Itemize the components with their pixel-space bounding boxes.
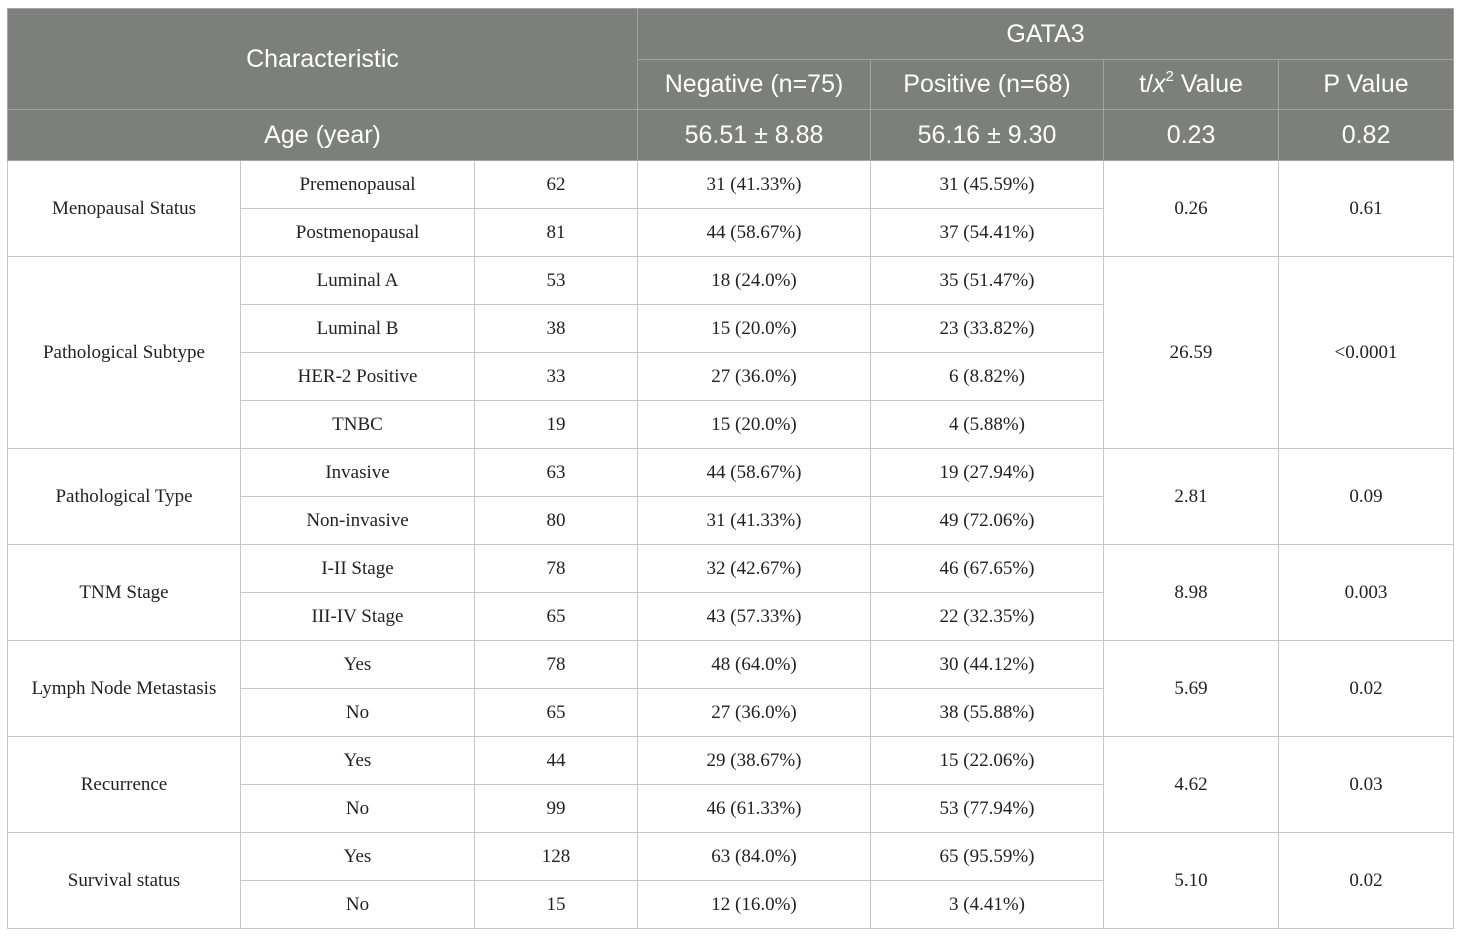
table-wrapper: [7, 8, 1454, 929]
age-p-value: 0.82: [1279, 110, 1454, 161]
row-label: Luminal A: [241, 257, 475, 305]
row-count: 53: [475, 257, 638, 305]
row-count: 78: [475, 641, 638, 689]
row-positive: 49 (72.06%): [871, 497, 1104, 545]
row-negative: 27 (36.0%): [638, 689, 871, 737]
row-negative: 46 (61.33%): [638, 785, 871, 833]
group-p-value: 0.003: [1279, 545, 1454, 641]
row-positive: 53 (77.94%): [871, 785, 1104, 833]
row-negative: 15 (20.0%): [638, 305, 871, 353]
age-negative: 56.51 ± 8.88: [638, 110, 871, 161]
group-t-value: 2.81: [1104, 449, 1279, 545]
row-positive: 46 (67.65%): [871, 545, 1104, 593]
row-negative: 48 (64.0%): [638, 641, 871, 689]
group-t-value: 4.62: [1104, 737, 1279, 833]
t-value-header: [1104, 60, 1279, 110]
row-label: No: [241, 785, 475, 833]
row-label: Yes: [241, 737, 475, 785]
group-p-value: 0.61: [1279, 161, 1454, 257]
row-positive: 38 (55.88%): [871, 689, 1104, 737]
row-negative: 44 (58.67%): [638, 209, 871, 257]
t-value-prefix: t/: [1139, 70, 1154, 98]
row-negative: 43 (57.33%): [638, 593, 871, 641]
table-row: [8, 641, 1454, 689]
row-label: I-II Stage: [241, 545, 475, 593]
group-name: Pathological Subtype: [8, 257, 241, 449]
group-p-value: 0.03: [1279, 737, 1454, 833]
group-t-value: 26.59: [1104, 257, 1279, 449]
row-negative: 63 (84.0%): [638, 833, 871, 881]
row-count: 44: [475, 737, 638, 785]
row-positive: 65 (95.59%): [871, 833, 1104, 881]
row-count: 78: [475, 545, 638, 593]
p-value-header: P Value: [1279, 60, 1454, 110]
group-p-value: 0.02: [1279, 833, 1454, 929]
row-positive: 23 (33.82%): [871, 305, 1104, 353]
row-count: 80: [475, 497, 638, 545]
t-value-variable: x: [1153, 70, 1166, 98]
row-negative: 32 (42.67%): [638, 545, 871, 593]
row-positive: 22 (32.35%): [871, 593, 1104, 641]
t-value-suffix: Value: [1173, 70, 1243, 98]
group-p-value: <0.0001: [1279, 257, 1454, 449]
row-negative: 18 (24.0%): [638, 257, 871, 305]
row-count: 128: [475, 833, 638, 881]
positive-header: Positive (n=68): [871, 60, 1104, 110]
negative-header: Negative (n=75): [638, 60, 871, 110]
group-t-value: 0.26: [1104, 161, 1279, 257]
group-name: TNM Stage: [8, 545, 241, 641]
row-count: 65: [475, 593, 638, 641]
table-row: [8, 737, 1454, 785]
table-row: [8, 833, 1454, 881]
gata3-header: GATA3: [638, 9, 1454, 60]
row-negative: 29 (38.67%): [638, 737, 871, 785]
table-row: [8, 545, 1454, 593]
characteristic-header: Characteristic: [8, 9, 638, 110]
row-positive: 35 (51.47%): [871, 257, 1104, 305]
group-p-value: 0.09: [1279, 449, 1454, 545]
row-label: Premenopausal: [241, 161, 475, 209]
group-p-value: 0.02: [1279, 641, 1454, 737]
row-label: Yes: [241, 833, 475, 881]
age-t-value: 0.23: [1104, 110, 1279, 161]
gata3-characteristics-table: [7, 8, 1454, 929]
row-label: No: [241, 881, 475, 929]
t-value-superscript: 2: [1165, 67, 1174, 85]
table-body: [8, 161, 1454, 929]
row-label: Invasive: [241, 449, 475, 497]
row-label: No: [241, 689, 475, 737]
row-negative: 31 (41.33%): [638, 161, 871, 209]
row-count: 19: [475, 401, 638, 449]
table-header: [8, 9, 1454, 161]
row-label: Luminal B: [241, 305, 475, 353]
row-positive: 4 (5.88%): [871, 401, 1104, 449]
row-label: Yes: [241, 641, 475, 689]
group-name: Lymph Node Metastasis: [8, 641, 241, 737]
row-count: 15: [475, 881, 638, 929]
row-count: 38: [475, 305, 638, 353]
table-row: [8, 449, 1454, 497]
row-negative: 15 (20.0%): [638, 401, 871, 449]
row-positive: 19 (27.94%): [871, 449, 1104, 497]
row-count: 99: [475, 785, 638, 833]
group-name: Survival status: [8, 833, 241, 929]
row-negative: 12 (16.0%): [638, 881, 871, 929]
row-negative: 27 (36.0%): [638, 353, 871, 401]
row-positive: 15 (22.06%): [871, 737, 1104, 785]
table-row: [8, 161, 1454, 209]
row-positive: 30 (44.12%): [871, 641, 1104, 689]
row-positive: 31 (45.59%): [871, 161, 1104, 209]
group-name: Menopausal Status: [8, 161, 241, 257]
group-t-value: 8.98: [1104, 545, 1279, 641]
row-positive: 37 (54.41%): [871, 209, 1104, 257]
group-name: Pathological Type: [8, 449, 241, 545]
row-label: III-IV Stage: [241, 593, 475, 641]
row-count: 62: [475, 161, 638, 209]
row-label: HER-2 Positive: [241, 353, 475, 401]
age-positive: 56.16 ± 9.30: [871, 110, 1104, 161]
row-positive: 3 (4.41%): [871, 881, 1104, 929]
row-negative: 31 (41.33%): [638, 497, 871, 545]
group-t-value: 5.10: [1104, 833, 1279, 929]
row-negative: 44 (58.67%): [638, 449, 871, 497]
header-row-1: [8, 9, 1454, 60]
row-label: Postmenopausal: [241, 209, 475, 257]
age-row: [8, 110, 1454, 161]
age-label: Age (year): [8, 110, 638, 161]
row-count: 65: [475, 689, 638, 737]
row-label: Non-invasive: [241, 497, 475, 545]
row-count: 33: [475, 353, 638, 401]
row-positive: 6 (8.82%): [871, 353, 1104, 401]
row-count: 63: [475, 449, 638, 497]
row-label: TNBC: [241, 401, 475, 449]
table-row: [8, 257, 1454, 305]
group-t-value: 5.69: [1104, 641, 1279, 737]
group-name: Recurrence: [8, 737, 241, 833]
row-count: 81: [475, 209, 638, 257]
